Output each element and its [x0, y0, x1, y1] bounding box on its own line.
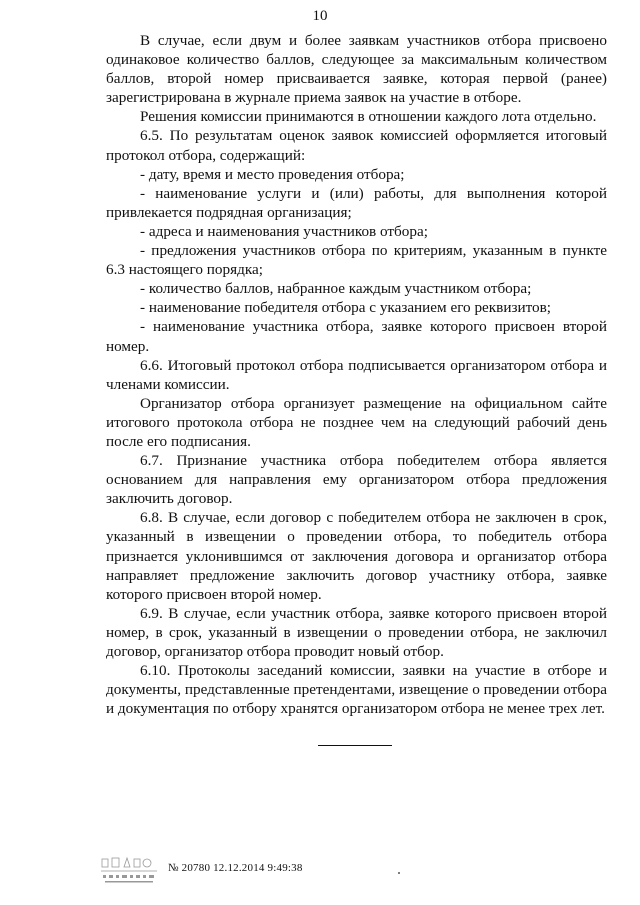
- list-item-winner: - наименование победителя отбора с указанием его реквизитов;: [140, 299, 552, 317]
- paragraph-6-6: 6.6. Итоговый протокол отбора подписывается организатором отбора и членами комиссии.: [106, 356, 607, 393]
- list-item-participant-addresses: - адреса и наименования участников отбора;: [140, 222, 428, 240]
- paragraph-commission-decisions: Решения комиссии принимаются в отношении каждого лота отдельно.: [140, 108, 597, 126]
- paragraph-publication: Организатор отбора организует размещение на официальном сайте итогового протокола отбора не позднее чем на следующий рабочий день после его подписания.: [106, 394, 607, 450]
- paragraph-6-7: 6.7. Признание участника отбора победителем отбора является основанием для направления ему организатором отбора предложения заключить договор.: [106, 452, 607, 508]
- document-body: [106, 31, 607, 718]
- paragraph-6-8: 6.8. В случае, если договор с победителем отбора не заключен в срок, указанный в извещении о проведении отбора, то победитель отбора признается уклонившимся от заключения договора и организатор отбора направляет предложение заключить договор участнику отбора, заявке которого присвоен второй номер.: [106, 509, 607, 603]
- paragraph-6-10: 6.10. Протоколы заседаний комиссии, заявки на участие в отборе и документы, представленные претендентами, извещение о проведении отбора и документация по отбору хранятся организатором отбора не менее трех лет.: [106, 662, 607, 718]
- list-item-service-name: - наименование услуги и (или) работы, для выполнения которой привлекается подрядная организация;: [106, 184, 607, 221]
- list-item-participant-proposals: - предложения участников отбора по критериям, указанным в пункте 6.3 настоящего порядка;: [106, 242, 607, 279]
- paragraph-6-5: 6.5. По результатам оценок заявок комиссией оформляется итоговый протокол отбора, содержащий:: [106, 127, 607, 164]
- list-item-scores: - количество баллов, набранное каждым участником отбора;: [140, 280, 532, 298]
- list-item-date-time-place: - дату, время и место проведения отбора;: [140, 165, 405, 183]
- registration-stamp-logo: [100, 856, 158, 886]
- page-number: 10: [312, 8, 328, 24]
- registration-number: № 20780 12.12.2014 9:49:38: [168, 862, 303, 874]
- list-item-second-place: - наименование участника отбора, заявке которого присвоен второй номер.: [106, 318, 607, 355]
- paragraph-6-9: 6.9. В случае, если участник отбора, заявке которого присвоен второй номер, в срок, указанный в извещении о проведении отбора, не заключил договор, организатор отбора проводит новый отбор.: [106, 604, 607, 660]
- scan-dot: [398, 872, 400, 874]
- paragraph-equal-scores: В случае, если двум и более заявкам участников отбора присвоено одинаковое количество баллов, следующее за максимальным количеством баллов, второй номер присваивается заявке, которая первой (ранее) зарегистрирована в журнале приема заявок на участие в отборе.: [106, 32, 607, 107]
- end-of-text-rule: [318, 745, 392, 746]
